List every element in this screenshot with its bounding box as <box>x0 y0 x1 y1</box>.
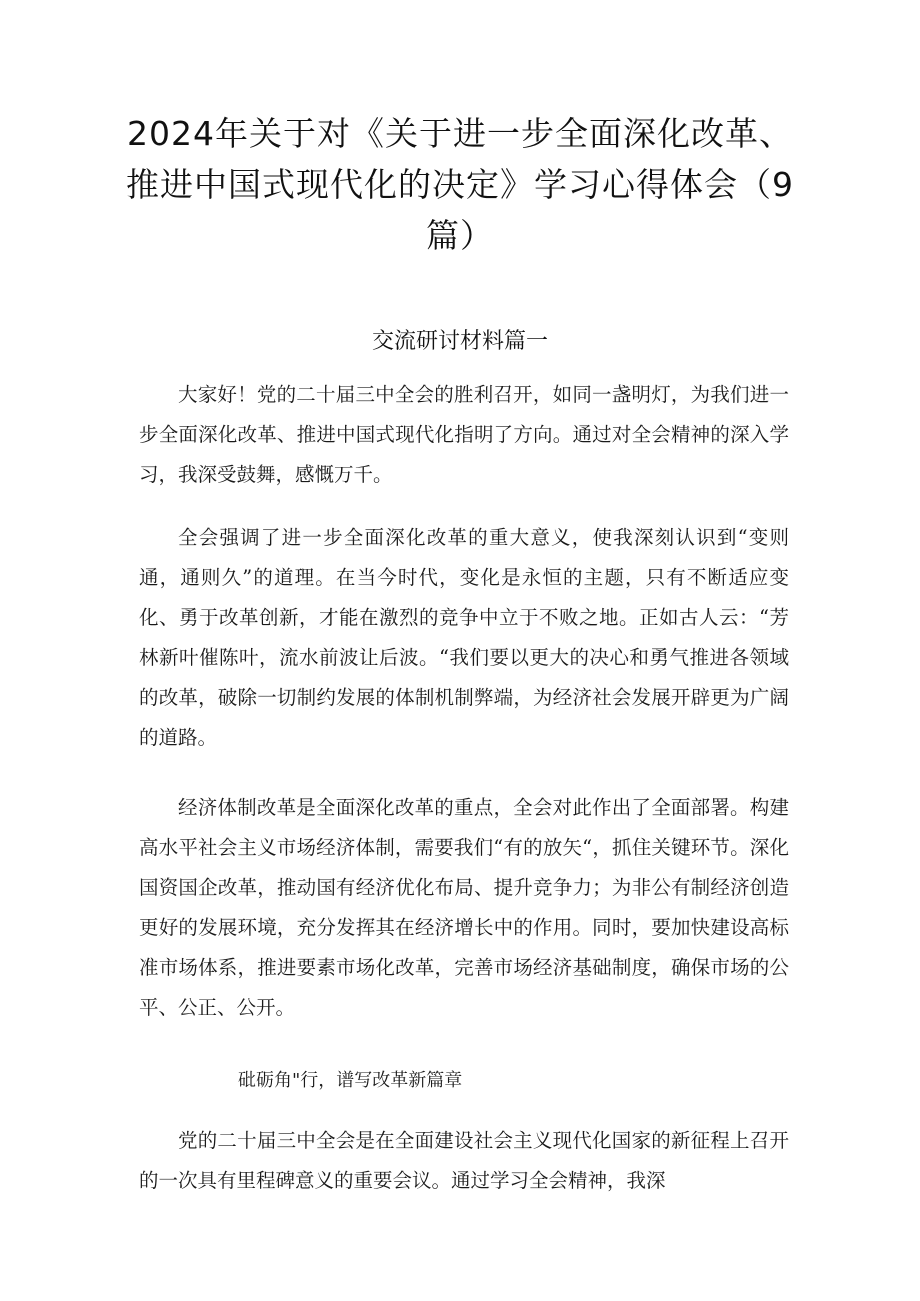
section-heading: 交流研讨材料篇一 <box>371 329 548 354</box>
paragraph-1: 大家好！党的二十届三中全会的胜利召开，如同一盏明灯，为我们进一步全面深化改革、推进中国式现代化指明了方向。通过对全会精神的深入学习，我深受鼓舞，感慨万千。 <box>139 383 789 486</box>
paragraph-4: 党的二十届三中全会是在全面建设社会主义现代化国家的新征程上召开的一次具有里程碑意义的重要会议。通过学习全会精神，我深 <box>139 1129 789 1192</box>
document-title: 2024年关于对《关于进一步全面深化改革、推进中国式现代化的决定》学习心得体会（9篇） <box>126 114 794 255</box>
subheading: 砒砺角"行，谱写改革新篇章 <box>238 1070 463 1091</box>
paragraph-2: 全会强调了进一步全面深化改革的重大意义，使我深刻认识到“变则通，通则久”的道理。在当今时代，变化是永恒的主题，只有不断适应变化、勇于改革创新，才能在激烈的竞争中立于不败之地。正如古人云：“芳林新叶催陈叶，流水前波让后波。“我们要以更大的决心和勇气推进各领域的改革，破除一切制约发展的体制机制弊端，为经济社会发展开辟更为广阔的道路。 <box>139 526 789 749</box>
paragraph-3: 经济体制改革是全面深化改革的重点，全会对此作出了全面部署。构建高水平社会主义市场经济体制，需要我们“有的放矢“，抓住关键环节。深化国资国企改革，推动国有经济优化布局、提升竞争力；为非公有制经济创造更好的发展环境，充分发挥其在经济增长中的作用。同时，要加快建设高标准市场体系，推进要素市场化改革，完善市场经济基础制度，确保市场的公平、公正、公开。 <box>139 796 789 1019</box>
